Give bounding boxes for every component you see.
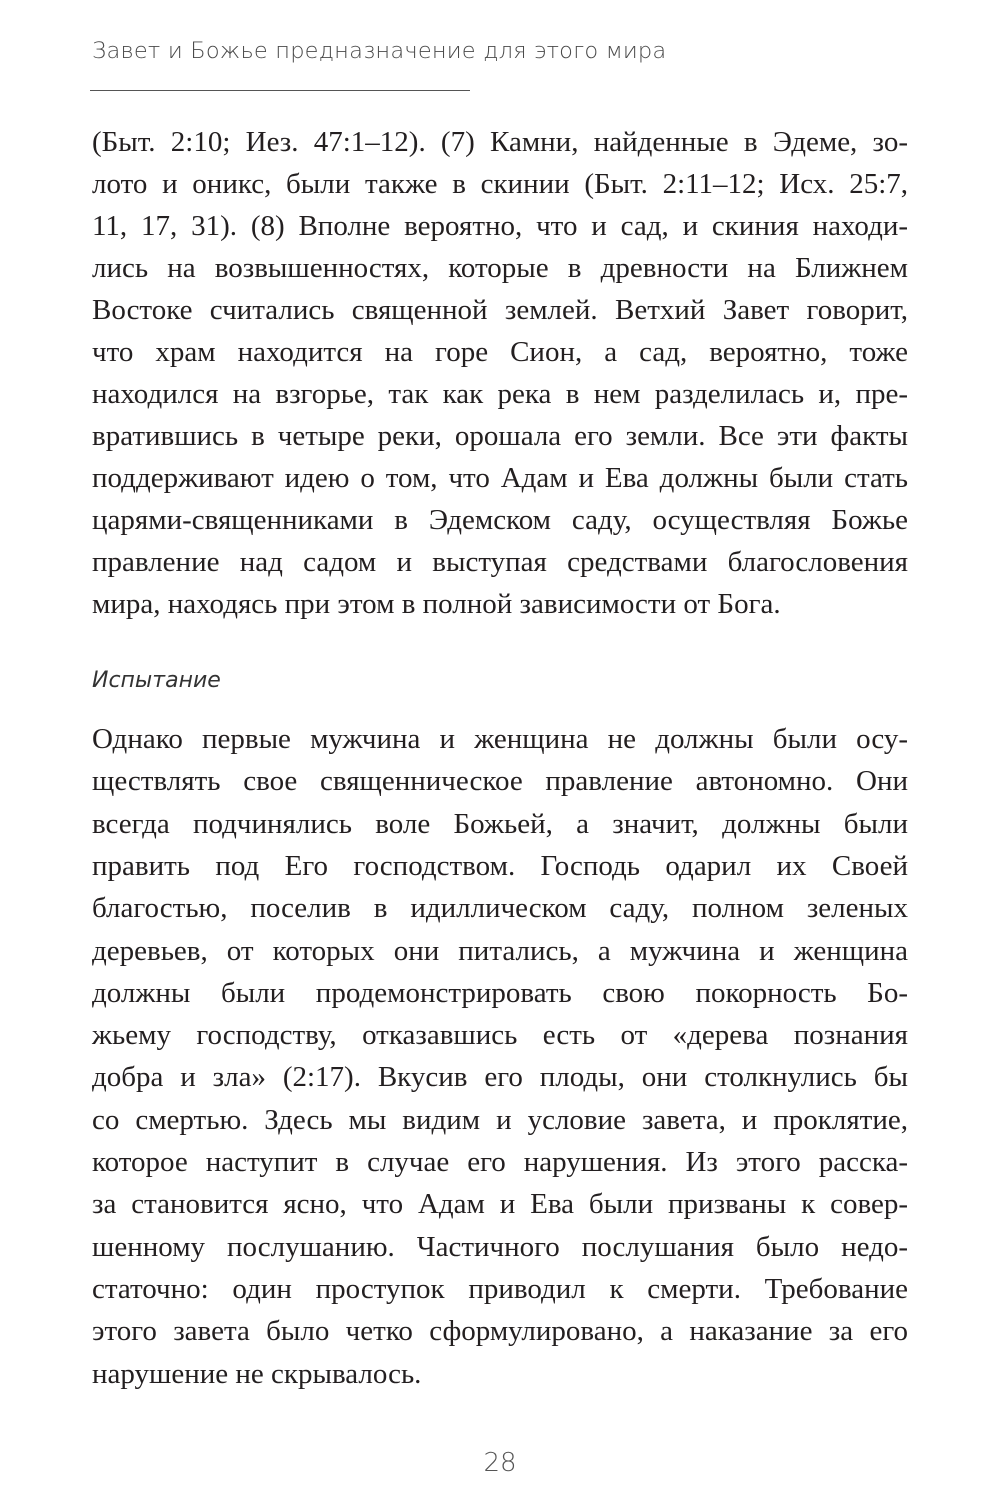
text-line: которое наступит в случае его нарушения. Из этого расска-	[92, 1146, 908, 1178]
text-line: деревьев, от которых они питались, а мужчина и женщина	[92, 934, 908, 967]
text-line: вратившись в четыре реки, орошала его земли. Все эти факты	[92, 420, 908, 452]
text-line: мира, находясь при этом в полной зависимости от Бога.	[92, 588, 781, 620]
text-line: ществлять свое священническое правление автономно. Они	[92, 765, 908, 798]
text-line: этого завета было четко сформулировано, а наказание за его	[92, 1315, 908, 1348]
text-line: Востоке считались священной землей. Ветхий Завет говорит,	[92, 294, 908, 326]
text-line: Однако первые мужчина и женщина не должны были осу-	[92, 723, 908, 755]
section-subheading: Испытание	[92, 668, 221, 693]
text-line: править под Его господством. Господь одарил их Своей	[92, 849, 908, 882]
text-line: (Быт. 2:10; Иез. 47:1–12). (7) Камни, найденные в Эдеме, зо-	[92, 126, 908, 158]
text-line: 11, 17, 31). (8) Вполне вероятно, что и сад, и скиния находи-	[92, 210, 908, 242]
text-line: лото и оникс, были также в скинии (Быт. 2:11–12; Исх. 25:7,	[92, 168, 908, 200]
text-line: за становится ясно, что Адам и Ева были призваны к совер-	[92, 1188, 908, 1221]
text-line: лись на возвышенностях, которые в древности на Ближнем	[92, 252, 908, 284]
text-line: благостью, поселив в идиллическом саду, полном зеленых	[92, 892, 908, 925]
text-line: всегда подчинялись воле Божьей, а значит, должны были	[92, 807, 908, 840]
text-line: добра и зла» (2:17). Вкусив его плоды, они столкнулись бы	[92, 1061, 908, 1094]
header-rule	[90, 90, 470, 91]
text-line: шенному послушанию. Частичного послушания было недо-	[92, 1230, 908, 1263]
text-line: со смертью. Здесь мы видим и условие завета, и проклятие,	[92, 1103, 908, 1136]
text-line: находился на взгорье, так как река в нем разделилась и, пре-	[92, 378, 908, 410]
text-line: статочно: один проступок приводил к смерти. Требование	[92, 1272, 908, 1305]
text-line: правление над садом и выступая средствами благословения	[92, 546, 908, 578]
page-number: 28	[483, 1448, 517, 1478]
running-header: Завет и Божье предназначение для этого мира	[92, 38, 667, 64]
text-line: что храм находится на горе Сион, а сад, вероятно, тоже	[92, 336, 908, 368]
text-line: жьему господству, отказавшись есть от «дерева познания	[92, 1019, 908, 1052]
text-line: нарушение не скрывалось.	[92, 1357, 422, 1390]
text-line: должны были продемонстрировать свою покорность Бо-	[92, 976, 908, 1009]
text-line: царями-священниками в Эдемском саду, осуществляя Божье	[92, 504, 908, 536]
text-line: поддерживают идею о том, что Адам и Ева должны были стать	[92, 462, 908, 494]
